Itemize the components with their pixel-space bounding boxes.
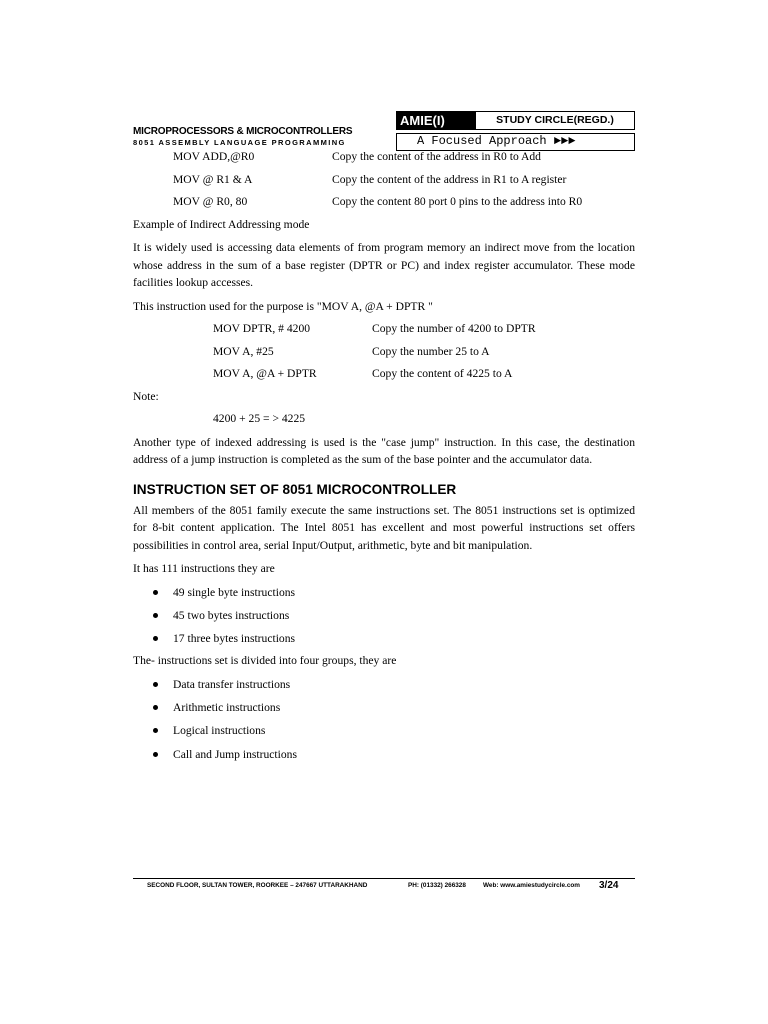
list-item: Arithmetic instructions xyxy=(133,696,635,719)
instruction-description: Copy the number of 4200 to DPTR xyxy=(372,322,536,335)
bullet-icon xyxy=(153,705,158,710)
instruction-purpose: This instruction used for the purpose is "MOV A, @A + DPTR " xyxy=(133,299,433,313)
instruction-description: Copy the content of 4225 to A xyxy=(372,367,513,380)
instruction-row xyxy=(133,191,635,214)
bullet-icon xyxy=(153,590,158,595)
note-label: Note: xyxy=(133,389,159,403)
list-item: Data transfer instructions xyxy=(133,673,635,696)
instruction-description: Copy the content 80 port 0 pins to the address into R0 xyxy=(332,195,583,208)
header-title: MICROPROCESSORS & MICROCONTROLLERS xyxy=(133,126,353,137)
list-item: 45 two bytes instructions xyxy=(133,604,635,627)
instruction-row xyxy=(133,341,635,364)
brand-name: AMIE(I) xyxy=(396,111,476,130)
section-heading: INSTRUCTION SET OF 8051 MICROCONTROLLER xyxy=(133,481,457,497)
instruction-description: Copy the content of the address in R0 to Add xyxy=(332,150,541,163)
groups-intro: The- instructions set is divided into four groups, they are xyxy=(133,654,397,668)
paragraph-family: All members of the 8051 family execute the same instructions set. The 8051 instructions set is optimized for 8-bit content application. The Intel 8051 has excellent and most powerful instructions set offers possibilities in control area, serial Input/Output, arithmetic, byte and bit manipulation. xyxy=(133,503,635,552)
instruction-code: MOV @ R1 & A xyxy=(173,172,253,186)
footer-rule xyxy=(133,878,635,879)
brand-logo-box xyxy=(396,111,635,151)
instruction-row xyxy=(133,146,635,169)
list-item: Call and Jump instructions xyxy=(133,743,635,766)
instruction-code: MOV ADD,@R0 xyxy=(173,150,255,163)
bullet-icon xyxy=(153,728,158,733)
brand-study-circle: STUDY CIRCLE(REGD.) xyxy=(476,111,635,130)
instruction-row xyxy=(133,318,635,341)
instruction-row xyxy=(133,169,635,192)
bullet-icon xyxy=(153,636,158,641)
footer-phone: PH: (01332) 266328 xyxy=(408,882,466,889)
count-intro: It has 111 instructions they are xyxy=(133,562,275,575)
bullet-icon xyxy=(153,752,158,757)
page-content xyxy=(133,146,635,766)
note-formula: 4200 + 25 = > 4225 xyxy=(213,412,306,425)
instruction-row xyxy=(133,363,635,386)
instruction-code: MOV DPTR, # 4200 xyxy=(213,322,311,335)
bullet-icon xyxy=(153,682,158,687)
list-item: 49 single byte instructions xyxy=(133,581,635,604)
list-item: 17 three bytes instructions xyxy=(133,627,635,650)
footer-address: SECOND FLOOR, SULTAN TOWER, ROORKEE – 247667 UTTARAKHAND xyxy=(147,882,368,889)
indirect-caption: Example of Indirect Addressing mode xyxy=(133,217,310,231)
instruction-description: Copy the number 25 to A xyxy=(372,344,490,358)
instruction-description: Copy the content of the address in R1 to A register xyxy=(332,172,567,186)
paragraph-case-jump: Another type of indexed addressing is used is the "case jump" instruction. In this case, the destination address of a jump instruction is completed as the sum of the base pointer and the accumulator data. xyxy=(133,435,635,466)
instruction-code: MOV @ R0, 80 xyxy=(173,195,248,208)
paragraph-indexed: It is widely used is accessing data elements of from program memory an indirect move from the location whose address in the sum of a base register (DPTR or PC) and index register accumulator. These mode facilities lookup accesses. xyxy=(133,241,635,289)
header-subtitle: 8051 ASSEMBLY LANGUAGE PROGRAMMING xyxy=(133,138,346,147)
instruction-code: MOV A, #25 xyxy=(213,344,274,358)
count-list xyxy=(133,581,635,651)
groups-list xyxy=(133,673,635,766)
brand-tagline: A Focused Approach ►►► xyxy=(396,133,635,151)
bullet-icon xyxy=(153,613,158,618)
footer-website: Web: www.amiestudycircle.com xyxy=(483,882,580,889)
page-number: 3/24 xyxy=(599,880,619,891)
instruction-code: MOV A, @A + DPTR xyxy=(213,367,317,380)
page-header xyxy=(133,126,352,147)
list-item: Logical instructions xyxy=(133,719,635,742)
